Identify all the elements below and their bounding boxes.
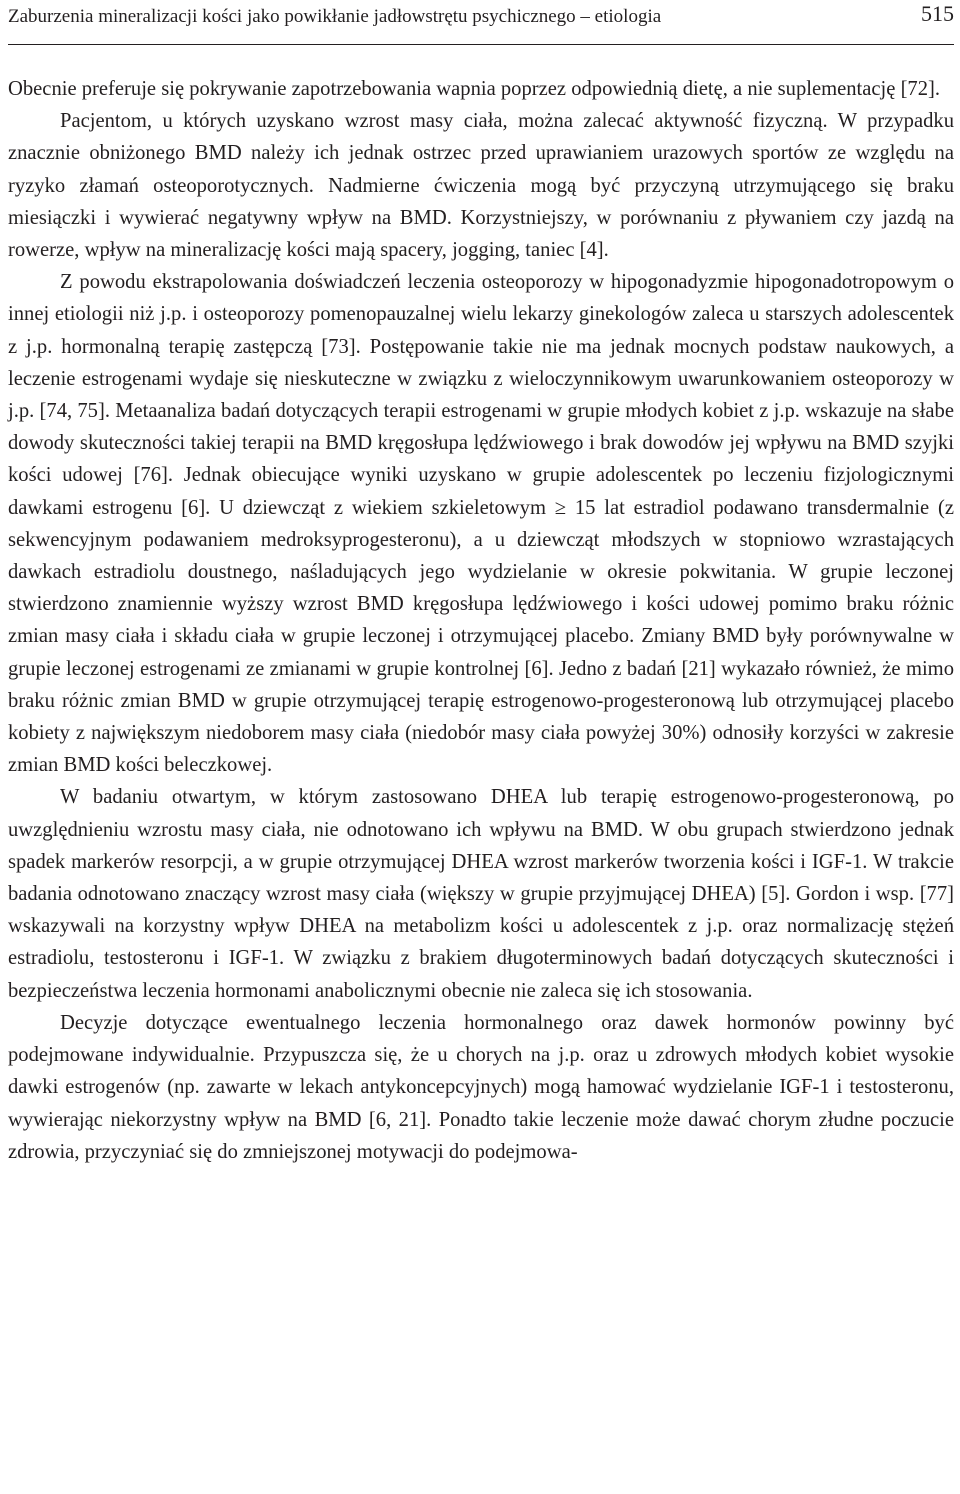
document-page: [8, 0, 954, 1168]
paragraph-physical-activity: Pacjentom, u których uzyskano wzrost masy ciała, można zalecać aktywność fizyczną. W przypadku znacznie obniżonego BMD należy ich jednak ostrzec przed uprawianiem urazowych sportów ze względu na ryzyko złamań osteoporotycznych. Nadmierne ćwiczenia mogą być przyczyną utrzymującego się braku miesiączki i wywierać negatywny wpływ na BMD. Korzystniejszy, w porównaniu z pływaniem czy jazdą na rowerze, wpływ na mineralizację kości mają spacery, jogging, taniec [4].: [8, 110, 954, 262]
paragraph-hormone-therapy: Z powodu ekstrapolowania doświadczeń leczenia osteoporozy w hipogonadyzmie hipogonadotropowym o innej etiologii niż j.p. i osteoporozy pomenopauzalnej wielu lekarzy ginekologów zaleca u starszych adolescentek z j.p. hormonalną terapię zastępczą [73]. Postępowanie takie nie ma jednak mocnych podstaw naukowych, a leczenie estrogenami wydaje się nieskuteczne w związku z wieloczynnikowym uwarunkowaniem osteoporozy w j.p. [74, 75]. Metaanaliza badań dotyczących terapii estrogenami w grupie młodych kobiet z j.p. wskazuje na słabe dowody skuteczności takiej terapii na BMD kręgosłupa lędźwiowego i brak dowodów jej wpływu na BMD szyjki kości udowej [76]. Jednak obiecujące wyniki uzyskano w grupie adolescentek po leczeniu fizjologicznymi dawkami estrogenu [6]. U dziewcząt z wiekiem szkieletowym ≥ 15 lat estradiol podawano transdermalnie (z sekwencyjnym podawaniem medroksyprogesteronu), a u dziewcząt młodszych w stopniowo wzrastających dawkach estradiolu doustnego, naśladujących jego wydzielanie w okresie pokwitania. W grupie leczonej stwierdzono znamiennie wyższy wzrost BMD kręgosłupa lędźwiowego i kości udowej pomimo braku różnic zmian masy ciała i składu ciała w grupie leczonej i otrzymującej placebo. Zmiany BMD były porównywalne w grupie leczonej estrogenami ze zmianami w grupie kontrolnej [6]. Jedno z badań [21] wykazało również, że mimo braku różnic zmian BMD w grupie otrzymującej terapię estrogenowo-progesteronową lub otrzymującej placebo kobiety z największym niedoborem masy ciała (niedobór masy ciała powyżej 30%) odnosiły korzyści w zakresie zmian BMD kości beleczkowej.: [8, 271, 954, 777]
paragraph-treatment-decisions: Decyzje dotyczące ewentualnego leczenia hormonalnego oraz dawek hormonów powinny być podejmowane indywidualnie. Przypuszcza się, że u chorych na j.p. oraz u zdrowych młodych kobiet wysokie dawki estrogenów (np. zawarte w lekach antykoncepcyjnych) mogą hamować wydzielanie IGF-1 i testosteronu, wywierając niekorzystny wpływ na BMD [6, 21]. Ponadto takie leczenie może dawać chorym złudne poczucie zdrowia, przyczyniać się do zmniejszonej motywacji do podejmowa-: [8, 1011, 954, 1163]
running-title: Zaburzenia mineralizacji kości jako powikłanie jadłowstrętu psychicznego – etiologia: [8, 6, 662, 27]
article-body: [8, 73, 954, 1168]
running-header: [8, 0, 954, 45]
paragraph-dhea: W badaniu otwartym, w którym zastosowano DHEA lub terapię estrogenowo-progesteronową, po uwzględnieniu wzrostu masy ciała, nie odnotowano ich wpływu na BMD. W obu grupach stwierdzono jednak spadek markerów resorpcji, a w grupie otrzymującej DHEA wzrost markerów tworzenia kości i IGF-1. W trakcie badania odnotowano znaczący wzrost masy ciała (większy w grupie przyjmującej DHEA) [5]. Gordon i wsp. [77] wskazywali na korzystny wpływ DHEA na metabolizm kości u adolescentek z j.p. oraz normalizację stężeń estradiolu, testosteronu i IGF-1. W związku z brakiem długoterminowych badań dotyczących skuteczności i bezpieczeństwa leczenia hormonami anabolicznymi obecnie nie zaleca się ich stosowania.: [8, 786, 954, 1002]
page-number: 515: [921, 1, 954, 26]
paragraph-calcium: Obecnie preferuje się pokrywanie zapotrzebowania wapnia poprzez odpowiednią dietę, a nie suplementację [72].: [8, 78, 941, 100]
